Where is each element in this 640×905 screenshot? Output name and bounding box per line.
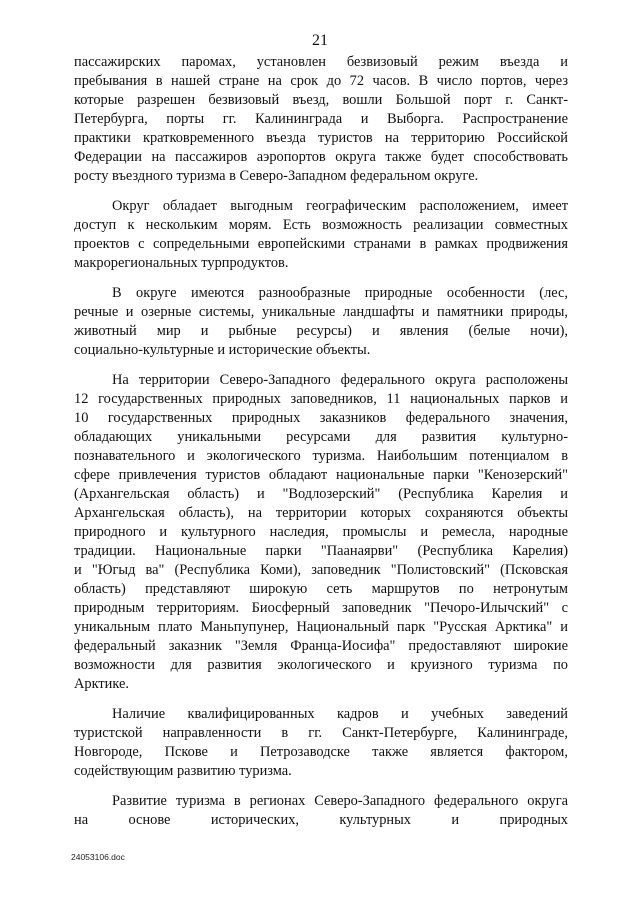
- text-line: макрорегиональных турпродуктов.: [74, 255, 289, 271]
- text-line: и "Югыд ва" (Республика Коми), заповедник "Полистовский" (Псковская: [74, 562, 568, 578]
- text-line: (Архангельская область) и "Водлозерский" (Республика Карелия и: [74, 486, 568, 502]
- paragraph: [74, 371, 568, 694]
- text-line: проектов с сопредельными европейскими странами в рамках продвижения: [74, 236, 568, 252]
- text-line: возможности для развития экологического и круизного туризма по: [74, 657, 568, 673]
- text-line: Архангельская область), на территории которых сохраняются объекты: [74, 505, 568, 521]
- text-line: 12 государственных природных заповедников, 11 национальных парков и: [74, 391, 568, 407]
- text-line: 10 государственных природных заказников федерального значения,: [74, 410, 568, 426]
- paragraph: [74, 197, 568, 273]
- text-line: Петербурга, порты гг. Калининграда и Выборга. Распространение: [74, 111, 568, 127]
- text-line: Федерации на пассажиров аэропортов округа также будет способствовать: [74, 149, 568, 165]
- footer-filename: 24053106.doc: [71, 852, 125, 862]
- text-line: обладающих уникальными ресурсами для развития культурно-: [74, 429, 568, 445]
- text-line: познавательного и экологического туризма. Наибольшим потенциалом в: [74, 448, 568, 464]
- paragraph: [74, 705, 568, 781]
- text-line: традиции. Национальные парки "Паанаярви" (Республика Карелия): [74, 543, 568, 559]
- text-line: росту въездного туризма в Северо-Западном федеральном округе.: [74, 168, 479, 184]
- paragraph: [74, 792, 568, 830]
- text-line: Развитие туризма в регионах Северо-Западного федерального округа: [112, 793, 568, 809]
- text-line: федеральный заказник "Земля Франца-Иосифа" предоставляют широкие: [74, 638, 568, 654]
- text-line: речные и озерные системы, уникальные ландшафты и памятники природы,: [74, 304, 568, 320]
- text-line: практики кратковременного въезда туристов на территорию Российской: [74, 130, 568, 146]
- text-line: которые разрешен безвизовый въезд, вошли Большой порт г. Санкт-: [74, 92, 568, 108]
- text-line: Округ обладает выгодным географическим расположением, имеет: [112, 198, 568, 214]
- text-line: туристской направленности в гг. Санкт-Петербурге, Калининграде,: [74, 725, 568, 741]
- text-line: природным территориям. Биосферный заповедник "Печоро-Илычский" с: [74, 600, 568, 616]
- text-line: Новгороде, Пскове и Петрозаводске также является фактором,: [74, 744, 568, 760]
- text-line: В округе имеются разнообразные природные особенности (лес,: [112, 285, 568, 301]
- page-number: 21: [312, 32, 328, 49]
- paragraph: [74, 53, 568, 186]
- text-line: На территории Северо-Западного федерального округа расположены: [112, 372, 568, 388]
- text-line: доступ к нескольким морям. Есть возможность реализации совместных: [74, 217, 568, 233]
- text-line: социально-культурные и исторические объекты.: [74, 342, 371, 358]
- text-line: животный мир и рыбные ресурсы) и явления (белые ночи),: [74, 323, 568, 339]
- text-line: на основе исторических, культурных и природных: [74, 812, 568, 828]
- text-line: область) представляют широкую сеть маршрутов по нетронутым: [74, 581, 568, 597]
- text-line: пребывания в нашей стране на срок до 72 часов. В число портов, через: [74, 73, 568, 89]
- text-line: сфере привлечения туристов обладают национальные парки "Кенозерский": [74, 467, 568, 483]
- text-line: природного и культурного наследия, промыслы и ремесла, народные: [74, 524, 568, 540]
- paragraph: [74, 284, 568, 360]
- text-line: содействующим развитию туризма.: [74, 763, 292, 779]
- text-line: Наличие квалифицированных кадров и учебных заведений: [112, 706, 568, 722]
- body-text: [74, 53, 568, 830]
- text-line: уникальным плато Маньпупунер, Национальный парк "Русская Арктика" и: [74, 619, 568, 635]
- text-line: пассажирских паромах, установлен безвизовый режим въезда и: [74, 54, 568, 70]
- text-line: Арктике.: [74, 676, 129, 692]
